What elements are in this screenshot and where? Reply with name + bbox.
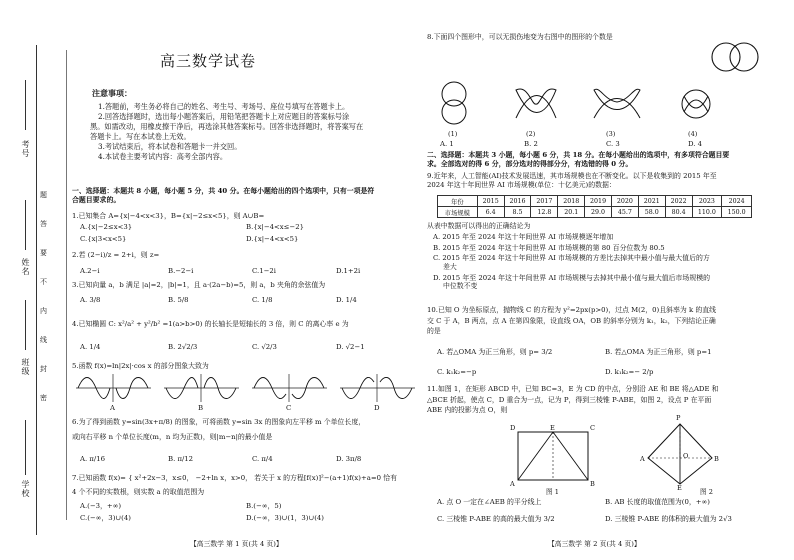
q9-intro: 从表中数据可以得出的正确结论为 [427, 222, 531, 230]
q5-opt-c: C [286, 404, 292, 412]
q1-stem: 1.已知集合 A={x|−4<x<3}，B={x|−2≤x<5}，则 A∪B= [72, 212, 265, 220]
fig2-label-b: B [714, 455, 719, 463]
q8-opt-b: B. 2 [524, 140, 538, 148]
q11-figure-2 [640, 418, 720, 492]
table-cell: 2022 [665, 196, 692, 207]
q11-stem: 11.如图 1，在矩形 ABCD 中，已知 BC=3，E 为 CD 的中点，分别沿 AE 和 BE 将△ADE 和 △BCE 折起，使点 C，D 重合为一点，记为 P，得到三棱锥 P-ABE，如图 2，设点 P 在平面 ABE 内的投影为点 O，则 [427, 385, 719, 415]
q2-stem: 2.若 (2−i)/z = 2+i，则 z= [72, 251, 160, 259]
q8-figure-1 [442, 82, 466, 124]
q8-opt-d: D. 4 [688, 140, 703, 148]
table-row [438, 196, 752, 207]
q8-label-2: (2) [526, 130, 536, 138]
q5-graph-b [164, 374, 239, 402]
fig2-caption: 图 2 [700, 488, 713, 496]
fig1-label-b: B [590, 480, 595, 488]
q5-opt-b: B [198, 404, 204, 412]
q3-opt-b: B. 5/8 [168, 296, 189, 304]
margin-dashed-line [36, 45, 37, 535]
table-cell: 20.1 [558, 207, 585, 218]
q8-figure-2 [516, 89, 556, 118]
xingming-label: 姓名 [21, 258, 30, 276]
table-cell: 80.4 [665, 207, 692, 218]
table-row [438, 207, 752, 218]
q5-graph-c [252, 374, 327, 402]
q6-opt-a: A. π/16 [80, 455, 105, 463]
q7-stem: 7.已知函数 f(x)= { x²+2x−3，x≤0， −2+ln x，x>0， 若关于 x 的方程[f(x)]²−(a+1)f(x)+a=0 恰有 4 个不同的实数根，则实数 a 的取值范围为 [72, 474, 398, 496]
xuexiao-label: 学校 [21, 480, 30, 498]
q10-opt-d: D. k₁k₂=− 2/p [605, 368, 654, 376]
xingming-line [25, 200, 26, 250]
table-cell: 2021 [638, 196, 665, 207]
q5-opt-d: D [374, 404, 380, 412]
fig2-label-o: O [683, 452, 689, 460]
notes-header: 注意事项： [92, 88, 132, 98]
fig1-label-c: C [590, 424, 596, 432]
q2-opt-c: C.1−2i [252, 267, 276, 275]
q6-opt-b: B. π/12 [168, 455, 194, 463]
table-cell: 2023 [692, 196, 722, 207]
table-cell: 市场规模 [438, 207, 478, 218]
q8-reference-figure [706, 40, 766, 74]
kaohao-label: 考号 [21, 140, 30, 158]
q2-opt-d: D.1+2i [336, 267, 361, 275]
banji-label: 班级 [21, 358, 30, 376]
q4-opt-a: A. 1/4 [80, 343, 101, 351]
q1-opt-a: A.{x|−2≤x<3} [80, 223, 133, 231]
table-cell: 58.0 [638, 207, 665, 218]
fig2-label-e: E [677, 484, 682, 492]
q4-opt-c: C. √2/3 [252, 343, 277, 351]
q11-opt-a: A. 点 O 一定在∠AEB 的平分线上 [437, 498, 542, 506]
q5-graphs [76, 372, 416, 404]
margin-seal-line [66, 50, 67, 520]
page-title: 高三数学试卷 [160, 52, 257, 70]
q4-opt-d: D. √2−1 [336, 343, 365, 351]
table-cell: 150.0 [722, 207, 752, 218]
q11-opt-c: C. 三棱锥 P-ABE 的高的最大值为 3/2 [437, 515, 555, 523]
q7-opt-a: A.(−3，+∞) [80, 502, 122, 510]
q9-options: A. 2015 年至 2024 年这十年间世界 AI 市场规模逐年增加 B. 2015 年至 2024 年这十年间世界 AI 市场规模的第 80 百分位数为 80.5 C. 2015 年至 2024 年这十年间世界 AI 市场规模的方差比去掉其中最小值与最大值后的方 差大 D. 2015 年至 2024 年这十年间世界 AI 市场规模与去掉其中最小值与最大值后市场规模的 中位数不变 [433, 233, 710, 291]
q1-opt-d: D.{x|−4<x<5} [246, 235, 299, 243]
q8-figure-3 [594, 89, 640, 118]
q8-opt-a: A. 1 [440, 140, 454, 148]
ai-market-table [437, 195, 752, 218]
q10-opt-b: B. 若△OMA 为正三角形，则 p=1 [605, 348, 712, 356]
page1-footer: 【高三数学 第 1 页(共 4 页)】 [190, 540, 283, 548]
q8-figure-4 [682, 90, 710, 118]
q2-opt-a: A.2−i [80, 267, 100, 275]
q11-opt-d: D. 三棱锥 P-ABE 的体积的最大值为 2√3 [605, 515, 732, 523]
fig1-label-e: E [550, 424, 555, 432]
q10-opt-a: A. 若△OMA 为正三角形，则 p= 3/2 [437, 348, 553, 356]
table-cell: 2020 [611, 196, 638, 207]
seal-text: 题 答 要 不 内 线 封 密 [40, 191, 47, 402]
q5-graph-a [76, 374, 151, 402]
table-cell: 8.5 [504, 207, 531, 218]
q7-opt-b: B.(−∞，5) [246, 502, 282, 510]
banji-line [25, 300, 26, 350]
q3-opt-c: C. 1/8 [252, 296, 273, 304]
q8-label-4: (4) [688, 130, 698, 138]
q8-figures [430, 76, 750, 136]
q7-opt-d: D.(−∞，3)∪(1，3)∪(4) [246, 514, 324, 522]
table-cell: 6.4 [477, 207, 504, 218]
q3-stem: 3.已知向量 a，b 满足 |a|=2，|b|=1，且 a·(2a−b)=5，则 a，b 夹角的余弦值为 [72, 281, 326, 289]
q1-opt-b: B.{x|−4<x≤−2} [246, 223, 304, 231]
fig2-label-a: A [640, 455, 645, 463]
q2-opt-b: B.−2−i [168, 267, 194, 275]
q10-opt-c: C. k₁k₂=−p [437, 368, 477, 376]
table-cell: 年份 [438, 196, 478, 207]
q3-opt-a: A. 3/8 [80, 296, 101, 304]
section1-header: 一、选择题：本题共 8 小题，每小题 5 分，共 40 分。在每小题给出的四个选项中，只有一项是符 合题目要求的。 [72, 187, 375, 204]
q8-label-1: (1) [448, 130, 458, 138]
q6-opt-c: C. π/4 [252, 455, 273, 463]
section2-header: 二、选择题：本题共 3 小题，每小题 6 分，共 18 分。在每小题给出的选项中，有多项符合题目要 求。全部选对的得 6 分，部分选对的得部分分，有选错的得 0 分。 [427, 151, 730, 168]
table-cell: 110.0 [692, 207, 722, 218]
q4-stem: 4.已知椭圆 C: x²/a² + y²/b² =1(a>b>0) 的长轴长是短轴长的 3 倍，则 C 的离心率 e 为 [72, 320, 349, 328]
table-cell: 2024 [722, 196, 752, 207]
q6-stem: 6.为了得到函数 y=sin(3x+π/8) 的图象，可将函数 y=sin 3x 的图象向左平移 m 个单位长度， 或向右平移 n 个单位长度(m，n 均为正数)，则|m−n|的最小值是 [72, 418, 366, 441]
q9-stem: 9.近年来，人工智能(AI)技术发展迅速，其市场规模也在不断变化。以下是收集到的 2015 年至 2024 年这十年间世界 AI 市场规模(单位：十亿美元)的数据： [427, 172, 717, 189]
q6-opt-d: D. 3π/8 [336, 455, 362, 463]
table-cell: 45.7 [611, 207, 638, 218]
q11-figure-1 [508, 422, 598, 494]
fig1-label-a: A [510, 480, 515, 488]
table-cell: 29.0 [585, 207, 612, 218]
table-cell: 2018 [558, 196, 585, 207]
fig1-label-d: D [510, 424, 516, 432]
page2-footer: 【高三数学 第 2 页(共 4 页)】 [548, 540, 641, 548]
q8-opt-c: C. 3 [606, 140, 620, 148]
q5-opt-a: A [110, 404, 115, 412]
table-cell: 2019 [585, 196, 612, 207]
q11-opt-b: B. AB 长度的取值范围为(0，+∞) [605, 498, 710, 506]
q3-opt-d: D. 1/4 [336, 296, 357, 304]
q8-stem: 8.下面四个图形中，可以无损伤地变为右图中的图形的个数是 [427, 33, 613, 41]
xuexiao-line [25, 420, 26, 475]
q10-stem: 10.已知 O 为坐标原点，抛物线 C 的方程为 y²=2px(p>0)，过点 M(2，0)且斜率为 k 的直线 交 C 于 A，B 两点，点 A 在第四象限，设直线 OA，OB 的斜率分别为 k₁，k₂，下列结论正确 的是 [427, 306, 716, 336]
q4-opt-b: B. 2√2/3 [168, 343, 198, 351]
notes-block: 1.答题前，考生务必将自己的姓名、考生号、考场号、座位号填写在答题卡上。 2.回答选择题时，选出每小题答案后，用铅笔把答题卡上对应题目的答案标号涂 黑。如需改动，用橡皮擦干净后，再选涂其他答案标号。回答非选择题时，将答案写在 答题卡上。写在本试卷上无效。 3.考试结束后，将本试卷和答题卡一并交回。 4.本试卷主要考试内容：高考全部内容。 [90, 102, 364, 161]
fig1-caption: 图 1 [546, 488, 559, 496]
table-cell: 2015 [477, 196, 504, 207]
fig2-label-p: P [676, 414, 681, 422]
table-cell: 12.8 [531, 207, 558, 218]
q5-graph-d [340, 374, 415, 402]
kaohao-line [25, 80, 26, 130]
table-cell: 2016 [504, 196, 531, 207]
q8-label-3: (3) [606, 130, 616, 138]
table-cell: 2017 [531, 196, 558, 207]
q1-opt-c: C.{x|3<x<5} [80, 235, 127, 243]
q5-stem: 5.函数 f(x)=ln|2x|·cos x 的部分图象大致为 [72, 362, 209, 370]
q7-opt-c: C.(−∞，3)∪(4) [80, 514, 131, 522]
